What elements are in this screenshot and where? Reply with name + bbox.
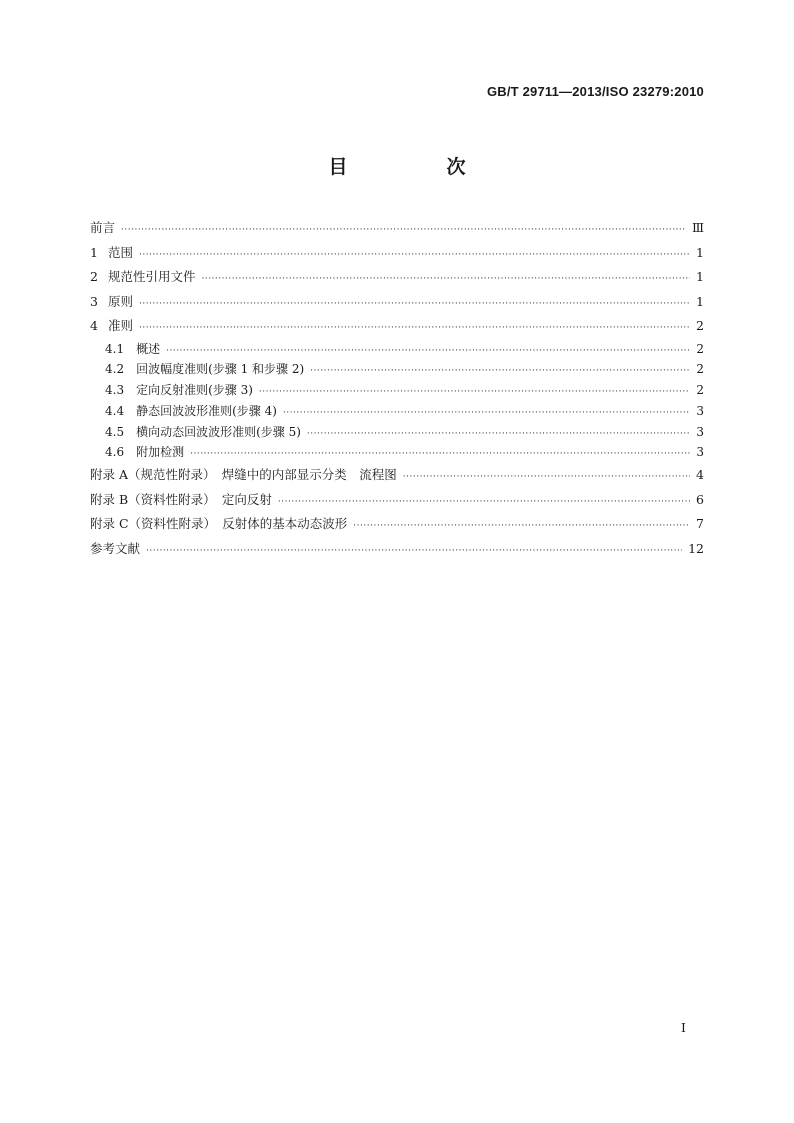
toc-leader-dots	[139, 292, 690, 317]
toc-entry-page: 2	[696, 362, 704, 377]
standard-code: GB/T 29711—2013/ISO 23279:2010	[486, 84, 704, 99]
toc-entry-label: 参考文献	[90, 540, 141, 556]
toc-entry-label: 原则	[107, 293, 133, 309]
toc-entry-page: 1	[696, 244, 704, 260]
toc-entry-page: 1	[696, 293, 704, 309]
toc-entry-criteria[interactable]	[90, 314, 704, 339]
toc-entry-page: 2	[696, 341, 704, 356]
toc-entry-4-2[interactable]	[90, 359, 704, 380]
toc-entry-label: 回波幅度准则(步骤 1 和步骤 2)	[136, 362, 305, 377]
toc-entry-annex-a[interactable]	[90, 463, 704, 488]
toc-entry-normative-references[interactable]	[90, 265, 704, 290]
toc-entry-label: 静态回波波形准则(步骤 4)	[136, 403, 277, 418]
toc-entry-label: 附录 A（规范性附录） 焊缝中的内部显示分类 流程图	[90, 467, 397, 483]
page-number: Ⅰ	[681, 1020, 686, 1035]
toc-entry-page: 12	[688, 540, 704, 556]
toc-entry-label: 附录 B（资料性附录） 定向反射	[90, 491, 272, 507]
toc-entry-label: 规范性引用文件	[107, 269, 196, 284]
toc-leader-dots	[310, 361, 690, 382]
toc-entry-page: 6	[696, 491, 704, 507]
toc-entry-label: 横向动态回波波形准则(步骤 5)	[136, 424, 301, 439]
table-of-contents	[90, 216, 704, 561]
toc-entry-number: 4	[90, 318, 98, 333]
toc-entry-number: 4.5	[105, 424, 125, 439]
toc-entry-number: 4.1	[105, 341, 125, 356]
toc-leader-dots	[139, 316, 690, 341]
toc-leader-dots	[190, 444, 690, 465]
toc-entry-label: 概述	[136, 341, 161, 356]
toc-entry-annex-c[interactable]	[90, 512, 704, 537]
toc-leader-dots	[403, 465, 690, 490]
toc-entry-4-6[interactable]	[90, 442, 704, 463]
page-title: 目 次	[328, 156, 506, 178]
toc-entry-scope[interactable]	[90, 241, 704, 266]
toc-entry-page: 2	[696, 383, 704, 398]
toc-entry-label: 附录 C（资料性附录） 反射体的基本动态波形	[90, 516, 348, 532]
toc-entry-annex-b[interactable]	[90, 488, 704, 513]
toc-entry-page: 2	[696, 318, 704, 333]
toc-leader-dots	[121, 218, 686, 243]
toc-entry-4-3[interactable]	[90, 380, 704, 401]
toc-entry-principle[interactable]	[90, 290, 704, 315]
toc-leader-dots	[307, 424, 690, 445]
toc-entry-label: 范围	[107, 244, 133, 260]
toc-entry-page: Ⅲ	[691, 220, 704, 235]
toc-entry-page: 3	[696, 445, 704, 460]
toc-leader-dots	[166, 341, 690, 362]
toc-entry-label: 附加检测	[136, 445, 185, 460]
toc-entry-number: 4.2	[105, 362, 125, 377]
toc-entry-label: 定向反射准则(步骤 3)	[136, 383, 253, 398]
toc-entry-number: 1	[90, 244, 98, 260]
toc-entry-page: 1	[696, 269, 704, 284]
toc-leader-dots	[201, 267, 690, 292]
toc-entry-page: 4	[696, 467, 704, 483]
toc-entry-4-5[interactable]	[90, 422, 704, 443]
toc-entry-page: 3	[696, 424, 704, 439]
toc-leader-dots	[146, 539, 682, 564]
toc-leader-dots	[283, 403, 690, 424]
toc-entry-number: 2	[90, 269, 98, 284]
toc-entry-foreword[interactable]	[90, 216, 704, 241]
toc-leader-dots	[278, 490, 690, 515]
toc-entry-4-1[interactable]	[90, 339, 704, 360]
toc-entry-number: 3	[90, 293, 98, 309]
toc-entry-page: 7	[696, 516, 704, 532]
toc-leader-dots	[259, 382, 690, 403]
toc-entry-page: 3	[696, 403, 704, 418]
toc-entry-label: 前言	[90, 220, 116, 235]
toc-entry-label: 准则	[107, 318, 133, 333]
toc-entry-number: 4.6	[105, 445, 125, 460]
toc-entry-4-4[interactable]	[90, 401, 704, 422]
toc-leader-dots	[353, 514, 690, 539]
toc-entry-bibliography[interactable]	[90, 537, 704, 562]
toc-leader-dots	[139, 243, 690, 268]
toc-entry-number: 4.4	[105, 403, 125, 418]
toc-entry-number: 4.3	[105, 383, 125, 398]
